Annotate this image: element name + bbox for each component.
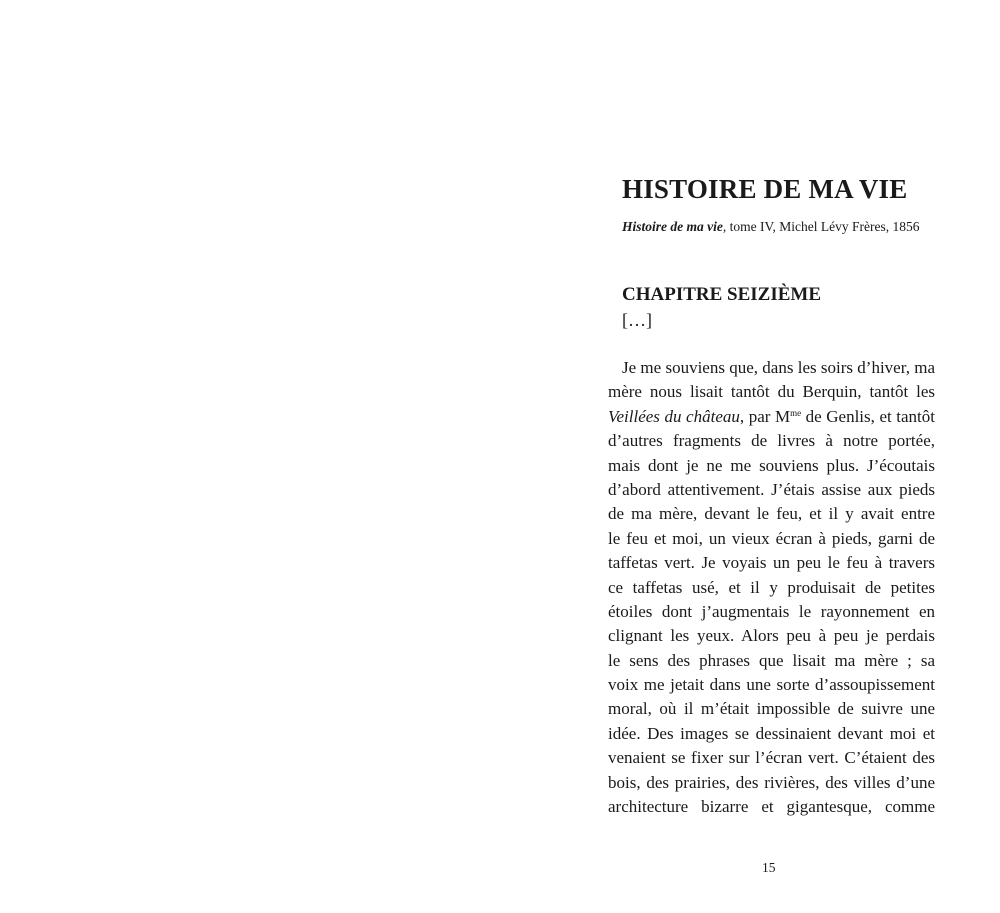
- page-number: 15: [762, 860, 776, 875]
- body-paragraph: [608, 356, 935, 819]
- work-title-italic: Veillées du château: [608, 406, 740, 426]
- text-fragment: de Genlis, et tantôt: [801, 406, 935, 426]
- omission-mark: […]: [622, 310, 652, 330]
- text-line: d’abord attentivement. J’étais assise aux pieds: [608, 479, 935, 499]
- text-line: idée. Des images se dessinaient devant moi et: [608, 723, 935, 743]
- text-line: taffetas vert. Je voyais un peu le feu à travers: [608, 553, 935, 573]
- text-line: voix me jetait dans une sorte d’assoupissement: [608, 675, 935, 695]
- text-line: clignant les yeux. Alors peu à peu je perdais: [608, 626, 935, 646]
- source-citation: [622, 219, 919, 235]
- page-title: HISTOIRE DE MA VIE: [622, 174, 908, 204]
- source-book-title: Histoire de ma vie: [622, 219, 723, 234]
- text-line: moral, où il m’était impossible de suivre une: [608, 699, 935, 719]
- chapter-heading: CHAPITRE SEIZIÈME: [622, 284, 822, 305]
- superscript-abbreviation: me: [790, 407, 802, 418]
- text-line: le sens des phrases que lisait ma mère ; sa: [608, 650, 935, 670]
- text-fragment: , par M: [739, 406, 791, 426]
- right-page: [500, 0, 1000, 913]
- text-line: d’autres fragments de livres à notre portée,: [608, 431, 935, 451]
- text-line: venaient se fixer sur l’écran vert. C’étaient des: [608, 748, 935, 768]
- text-line: ce taffetas usé, et il y produisait de petites: [608, 577, 935, 597]
- source-details: , tome IV, Michel Lévy Frères, 1856: [722, 219, 920, 234]
- text-line: [608, 405, 935, 429]
- text-line: bois, des prairies, des rivières, des villes d’une: [608, 772, 935, 792]
- text-line: de ma mère, devant le feu, et il y avait entre: [608, 504, 935, 524]
- text-line: architecture bizarre et gigantesque, comme: [608, 797, 935, 817]
- text-line: mère nous lisait tantôt du Berquin, tantôt les: [608, 382, 935, 402]
- text-line: le feu et moi, un vieux écran à pieds, garni de: [608, 528, 935, 548]
- text-line: Je me souviens que, dans les soirs d’hiver, ma: [622, 358, 935, 377]
- text-line: mais dont je ne me souviens plus. J’écoutais: [608, 455, 935, 475]
- text-line: étoiles dont j’augmentais le rayonnement en: [608, 601, 935, 621]
